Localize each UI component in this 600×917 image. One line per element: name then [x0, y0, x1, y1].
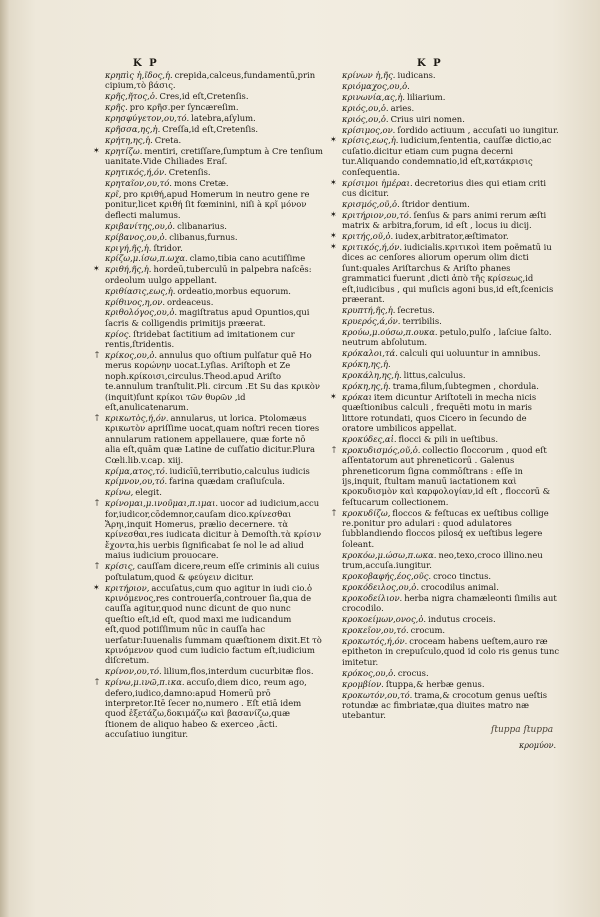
entry-headword: κρίνων ἡ,ῆς. — [342, 70, 396, 80]
entry-headword: κρίσιμοι ἡμέραι. — [342, 177, 413, 188]
dictionary-entry — [342, 178, 560, 199]
dictionary-entry — [342, 125, 560, 135]
entry-definition: croco tinctus. — [433, 571, 492, 582]
dictionary-entry — [342, 316, 560, 326]
entry-definition: annularus, ut lorica. Ptolomæus κρικωτὸν apriſſime uocat,quam noſtri recen tiores annularum rationem appellauere, quæ forte nō alia eſt,quām quæ Latine de cuſſatio dicitur.Plura Cœli.lib.v.cap. xiij. — [105, 413, 320, 465]
dictionary-entry — [342, 434, 560, 444]
entry-headword: κριθίασις,εως,ἡ. — [105, 285, 176, 296]
dictionary-entry — [342, 571, 560, 581]
entry-definition: pro κρῆσ.per ſyncæreſim. — [129, 102, 239, 113]
entry-headword: κριθή,ῆς,ἡ. — [105, 264, 152, 275]
dictionary-entry — [342, 593, 560, 614]
dictionary-entry — [342, 381, 560, 391]
dictionary-entry — [105, 167, 323, 177]
entry-headword: κροκοείμων,ονος,ὁ. — [342, 614, 427, 625]
entry-headword: κρυερός,ά,όν. — [342, 315, 401, 326]
entry-definition: uocor ad iudicium,accu for,iudicor,cōdemnor,cauſam dico.κρίνεσθαι Ἄρηι,inquit Homerus, prælio decernere. τὰ κρίνεσθαι,res iudicata dicitur à Demoſth.τὰ κρίσιν ἔχοντα,his uerbis ſignificabat ſe nol le ad aliud maius iudicium prouocare. — [105, 498, 322, 561]
entry-definition: ordeaceus. — [167, 296, 214, 307]
entry-definition: hordeū,tuberculū in palpebra naſcēs: ordeolum uulgo appellant. — [105, 264, 312, 285]
entry-definition: lilium,flos,interdum cucurbitæ flos. — [163, 666, 314, 677]
entry-headword: κριός,ου,ὁ. — [342, 102, 389, 113]
entry-headword: κροκεῖον,ου,τό. — [342, 625, 409, 636]
entry-headword: κροκόω,μ.ώσω,π.ωκα. — [342, 549, 437, 560]
dictionary-entry — [105, 232, 323, 242]
entry-definition: item dicuntur Ariſtoteli in mecha nicis quæſtionibus calculi , frequēti motu in maris littore rotundati, quos Cicero in ſecundo de oratore umbilicos appellat. — [342, 391, 537, 433]
dictionary-entry — [342, 508, 560, 550]
entry-definition: ſtridebat ſactitium ad imitationem cur rentis,ſtridentis. — [105, 328, 295, 350]
entry-headword: κρηπὶς ἡ,ῖδος,ἡ. — [105, 70, 173, 80]
dictionary-entry — [342, 210, 560, 231]
entry-headword: κρίβανος,ου,ὁ. — [105, 231, 168, 242]
entry-headword: κροκυδίζω, — [342, 507, 391, 518]
entry-definition: iudicium,ſententia, cauſſæ dictio,ac cuſatio.dicitur etiam cum pugna decerni tur.Aliquando condemnatio,id eſt,κατάκρισις conſequentia. — [342, 135, 552, 177]
entry-definition: mons Cretæ. — [173, 178, 229, 189]
dictionary-entry — [342, 614, 560, 624]
entry-definition: Creta. — [154, 134, 182, 145]
entry-definition: croceam habens ueſtem,auro ræ epitheton in crepuſculo,quod id colo ris genus tunc imitetur. — [342, 636, 560, 667]
dictionary-entry — [342, 679, 560, 689]
entry-definition: accuſatus,cum quo agitur in iudi cio.ὁ κρινόμενος,res controuerſa,controuer ſia,qua de cauſſa agitur,quod nunc dicunt de quo nunc queſtio eſt,id eſt, quod maxi me iudicandum eſt,quod potiſſimum nūc in cauſſa hac uerſatur:Iuuenalis ſummam quæſtionem dixit.Et τὸ κρινόμενον quod cum iudicio factum eſt,iudicium diſcretum. — [105, 582, 322, 666]
entry-headword: κροκωτός,ή,όν. — [342, 636, 408, 647]
right-column-signature: K P — [417, 58, 443, 69]
entry-headword: κρητικός,ή,όν. — [105, 167, 167, 178]
entry-definition: accuſo,diem dico, reum ago, defero,iudico,damno:apud Homerū prō interpretor.Itē ſecer no,numero . Eſt etiā idem quod ἐξετάζω,δοκιμάζω καὶ βασανίζω,quæ ſtionem de aliquo habeo & exerceo ,ācti. accuſatiuo iungitur. — [105, 677, 307, 740]
entry-definition: cauſſam dicere,reum eſſe criminis ali cuius poſtulatum,quod & φεύγειν dicitur. — [105, 561, 320, 582]
entry-definition: terribilis. — [402, 315, 442, 326]
entry-headword: κριόμαχος,ου,ὁ. — [342, 80, 410, 91]
dictionary-entry — [342, 445, 560, 507]
entry-headword: κριβανίτης,ου,ὁ. — [105, 220, 176, 231]
dictionary-entry — [342, 690, 560, 721]
dictionary-entry — [342, 114, 560, 124]
entry-definition: iudicīū,terributio,calculus iudicis — [169, 465, 310, 476]
entry-definition: calculi qui uoluuntur in amnibus. — [399, 348, 541, 359]
entry-headword: κριτήριον,ου,τό. — [342, 209, 412, 220]
entry-definition: clamo,tibia cano acutiſſime — [189, 253, 306, 264]
dictionary-entry — [342, 92, 560, 102]
dictionary-entry — [342, 81, 560, 91]
entry-headword: κροκωτόν,ου,τό. — [342, 689, 413, 700]
entry-headword: κρίθινος,η,ον. — [105, 296, 165, 307]
dictionary-entry — [105, 70, 323, 91]
entry-headword: κρινωνία,ας,ἡ. — [342, 91, 406, 102]
dictionary-entry — [105, 221, 323, 231]
dictionary-entry — [105, 189, 323, 220]
entry-definition: magiſtratus apud Opuntios,qui ſacris & colligendis primitijs præerat. — [105, 307, 310, 328]
entry-definition: Cretenſis. — [168, 167, 211, 178]
entry-headword: κρῆς,ῆτος,ὁ. — [105, 91, 158, 102]
dictionary-entry — [105, 286, 323, 296]
dictionary-entry — [342, 582, 560, 592]
dictionary-entry — [342, 199, 560, 209]
entry-definition: trama,& crocotum genus ueſtis rotundæ ac fimbriatæ,qua diuites matro næ utebantur. — [342, 689, 548, 721]
dictionary-entry — [105, 466, 323, 476]
entry-definition: farina quædam craſiuſcula. — [169, 476, 285, 487]
entry-headword: κρίσις, — [105, 561, 136, 572]
entry-definition: clibanarius. — [177, 220, 227, 231]
entry-headword: κρίνον,ου,τό. — [105, 666, 162, 677]
dictionary-entry — [342, 668, 560, 678]
entry-headword: κρόκος,ου,ὁ. — [342, 667, 396, 678]
entry-headword: κριός,ου,ὁ. — [342, 113, 389, 124]
dictionary-entry — [105, 135, 323, 145]
dictionary-entry — [342, 305, 560, 315]
entry-definition: neo,texo,croco illino.neu trum,accuſa.iungitur. — [342, 549, 543, 571]
entry-headword: κρήτη,ης,ἡ. — [105, 134, 153, 145]
entry-headword: κρόκη,ης,ἡ. — [342, 380, 391, 391]
dictionary-entry — [105, 178, 323, 188]
dictionary-entry — [105, 146, 323, 167]
entry-definition: ordeatio,morbus equorum. — [177, 285, 291, 296]
entry-headword: κρηταῖον,ου,τό. — [105, 178, 172, 189]
entry-definition: crocodilus animal. — [421, 582, 499, 592]
entry-headword: κρίνομαι,μ.ινοῦμαι,π.ιμαι. — [105, 498, 219, 509]
entry-headword: κριτικός,ή,όν. — [342, 242, 402, 252]
dictionary-entry — [105, 329, 323, 350]
entry-definition: floccos & feſtucas ex ueſtibus collige re.ponitur pro adulari : quod adulatores ſubblandiendo floccos pilosq́ ex ueſtibus legere ſoleant. — [342, 507, 549, 549]
entry-headword: κροκύδες,αἱ. — [342, 433, 397, 444]
entry-headword: κρικωτὸς,ή,όν. — [105, 413, 169, 423]
entry-headword: κρούω,μ.ούσω,π.ουκα. — [342, 326, 438, 337]
dictionary-entry — [342, 636, 560, 667]
entry-definition: iudex,arbitrator,æſtimator. — [395, 231, 509, 242]
dictionary-entry — [342, 550, 560, 571]
entry-definition: annulus quo oſtium pulſatur quē Ho merus κορώνην uocat.Lyſias. Ariſtoph et Ze noph.κρίκοισι,circulus.Theod.apud Ariſto te.annulum tranſtulit.Pli. circum .Et Su das κρικὸν (inquit)ſunt κρίκοι τῶν θυρῶν ,id eſt,anulicatenarum. — [105, 350, 320, 413]
entry-headword: κροκόδειλος,ου,ὁ. — [342, 582, 420, 592]
entry-definition: flocci & pili in ueſtibus. — [398, 433, 499, 444]
page-gutter — [0, 0, 10, 917]
dictionary-entry — [105, 253, 323, 263]
catchword: κρομύον. — [519, 741, 557, 750]
entry-definition: iudicialis.κριτικοὶ item poëmatū iu dices ac cenſores aliorum operum olim dicti ſunt:quales Ariſtarchus & Ariſto phanes grammatici fuerunt ,dicti ἀπὸ τῆς κρίσεως,id eſt,iudicibus , qui muſicis agoni bus,id eſt,ſcenicis præerant. — [342, 242, 554, 305]
entry-headword: κρίνω, — [105, 487, 134, 498]
entry-headword: κρίμνον,ου,τό. — [105, 476, 168, 487]
dictionary-entry — [105, 476, 323, 486]
dictionary-entry — [105, 124, 323, 134]
dictionary-entry — [105, 91, 323, 101]
entry-definition: ſtridor. — [153, 242, 183, 253]
entry-headword: κρομβίον. — [342, 678, 384, 689]
left-column — [105, 70, 323, 740]
dictionary-entry — [105, 350, 323, 412]
entry-definition: herba nigra chamæleonti ſimilis aut crocodilo. — [342, 592, 557, 614]
dictionary-entry — [105, 498, 323, 560]
entry-definition: clibanus,furnus. — [169, 231, 238, 242]
entry-definition: decretorius dies qui etiam criti cus dicitur. — [342, 177, 547, 198]
dictionary-entry — [342, 231, 560, 241]
entry-definition: collectio ſloccorum , quod eſt aſſentatorum aut phreneticorū . Galenus phreneticorum ſigna commōſtrans : eſſe in ijs,inquit, ſtultam manuū iactationem καὶ κροκυδισμὸν καὶ καρφολογίαν,id eſt , floccorū & feſtucarum collectionem. — [342, 444, 551, 507]
entry-definition: liliarium. — [407, 91, 446, 102]
dictionary-entry — [342, 70, 560, 80]
entry-headword: κρόκαι — [342, 391, 372, 402]
entry-definition: crocum. — [410, 625, 446, 636]
entry-headword: κριθολόγος,ου,ὁ. — [105, 307, 178, 318]
entry-definition: crepida,calceus,fundamentū,prin cipium,τὸ βάσις. — [105, 70, 316, 91]
entry-headword: κρίμα,ατος,τό. — [105, 465, 168, 476]
entry-headword: κριγή,ῆς,ἡ. — [105, 242, 152, 253]
dictionary-entry — [105, 583, 323, 666]
entry-definition: crocus. — [397, 667, 429, 678]
entry-definition: mentiri, cretiſſare,ſumptum à Cre tenſium uanitate.Vide Chiliades Eraſ. — [105, 145, 323, 167]
handwritten-margin-note: ſtuppa ſtuppa — [491, 725, 554, 735]
entry-headword: κρόκη,ης,ἡ. — [342, 358, 391, 369]
entry-headword: κριτής,οῦ,ὁ. — [342, 231, 394, 242]
dictionary-entry — [105, 561, 323, 582]
entry-definition: ſenſus & pars animi rerum æſti matrix & arbitra,forum, id eſt , locus iu dicij. — [342, 209, 547, 231]
dictionary-entry — [105, 413, 323, 465]
entry-headword: κρῆς. — [105, 102, 128, 113]
entry-definition: pro κριθή,apud Homerum in neutro gene re ponitur,licet κριθή ſit fœminini, niſi à κρῖ μόνον deflecti malumus. — [105, 188, 310, 220]
entry-definition: aries. — [390, 102, 415, 113]
entry-definition: ſtuppa,& herbæ genus. — [385, 678, 485, 689]
entry-definition: Cres,id eſt,Cretenſis. — [159, 91, 249, 102]
entry-headword: κριτήριον, — [105, 582, 150, 593]
dictionary-entry — [342, 359, 560, 369]
dictionary-entry — [342, 103, 560, 113]
dictionary-entry — [105, 677, 323, 739]
entry-headword: κρῖ, — [105, 188, 122, 199]
dictionary-entry — [342, 625, 560, 635]
dictionary-entry — [342, 392, 560, 434]
entry-definition: littus,calculus. — [403, 369, 466, 380]
entry-headword: κρυπτή,ῆς,ἡ. — [342, 304, 396, 315]
entry-headword: κρησφύγετον,ου,τό. — [105, 113, 190, 124]
entry-definition: Crius uiri nomen. — [390, 113, 465, 124]
entry-headword: κρίος. — [105, 328, 132, 339]
entry-headword: κροκυδισμός,οῦ,ὁ. — [342, 444, 421, 455]
entry-headword: κρόκαλοι,τά. — [342, 348, 398, 359]
entry-definition: trama,filum,ſubtegmen , chordula. — [392, 380, 539, 391]
entry-headword: κρῆσσα,ης,ἡ. — [105, 124, 161, 135]
right-column — [342, 70, 560, 721]
entry-definition: latebra,aſylum. — [191, 113, 256, 124]
dictionary-entry — [342, 327, 560, 348]
dictionary-entry — [105, 666, 323, 676]
entry-headword: κρισμός,οῦ,ὁ. — [342, 198, 400, 209]
entry-definition: petulo,pulſo , laſciue ſalto. neutrum abſolutum. — [342, 326, 552, 348]
entry-definition: iudicans. — [397, 70, 436, 80]
entry-definition: ſecretus. — [397, 304, 435, 315]
dictionary-entry — [342, 348, 560, 358]
dictionary-entry — [105, 113, 323, 123]
entry-headword: κροκάλη,ης,ἡ. — [342, 369, 402, 380]
entry-headword: κρίσις,εως,ἡ. — [342, 135, 399, 146]
dictionary-entry — [105, 243, 323, 253]
entry-headword: κρίσιμος,ον. — [342, 124, 396, 135]
entry-headword: κρητίζω. — [105, 145, 143, 156]
entry-definition: indutus croceis. — [428, 614, 496, 625]
dictionary-entry — [105, 102, 323, 112]
entry-headword: κροκοβαφής,έος,οῦς. — [342, 571, 432, 582]
dictionary-entry — [105, 307, 323, 328]
entry-definition: ſordido actiuum , accuſati uo iungitur. — [397, 124, 559, 135]
entry-definition: ſtridor dentium. — [401, 198, 470, 209]
dictionary-entry — [342, 370, 560, 380]
dictionary-entry — [105, 264, 323, 285]
entry-headword: κρίνω,μ.ινῶ,π.ικα. — [105, 677, 185, 688]
dictionary-entry — [105, 487, 323, 497]
entry-headword: κρίζω,μ.ίσω,π.ωχα. — [105, 253, 188, 264]
entry-headword: κρίκος,ου,ὁ. — [105, 350, 158, 361]
dictionary-entry — [342, 242, 560, 304]
entry-headword: κροκοδείλιον. — [342, 592, 403, 603]
entry-definition: elegit. — [135, 487, 162, 498]
dictionary-entry — [342, 135, 560, 177]
entry-definition: Creſſa,id eſt,Cretenſis. — [162, 124, 259, 135]
left-column-signature: K P — [133, 58, 159, 69]
dictionary-entry — [105, 297, 323, 307]
